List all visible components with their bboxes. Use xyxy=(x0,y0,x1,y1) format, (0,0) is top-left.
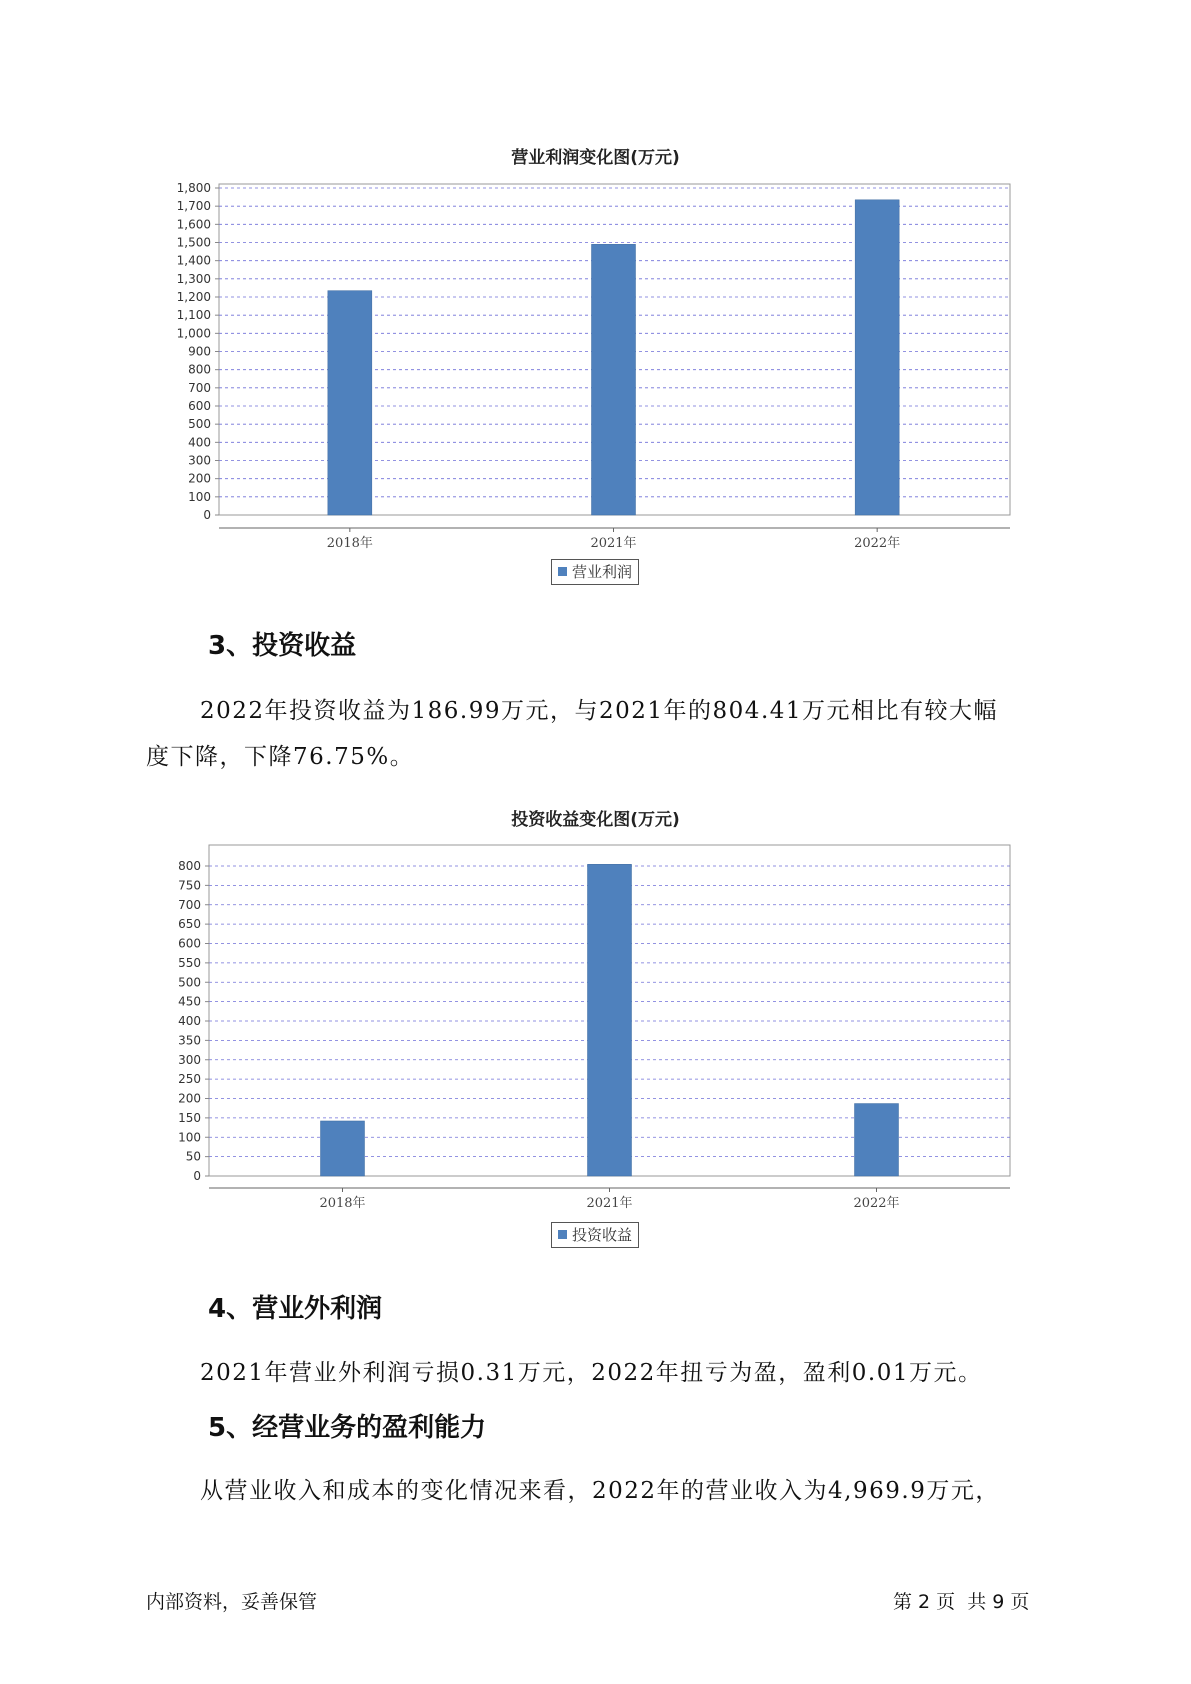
y-tick-label: 550 xyxy=(178,955,201,970)
y-tick-label: 1,200 xyxy=(176,290,211,304)
bar-2021年 xyxy=(592,244,636,515)
chart1-legend xyxy=(551,559,639,585)
y-tick-label: 300 xyxy=(178,1052,201,1067)
y-tick-label: 250 xyxy=(178,1072,201,1087)
bar-2022年 xyxy=(855,200,899,515)
x-tick-label: 2021年 xyxy=(590,536,637,551)
y-tick-label: 450 xyxy=(178,994,201,1009)
chart1-legend-label: 营业利润 xyxy=(572,563,633,581)
chart1-operating-profit xyxy=(0,160,1191,560)
y-tick-label: 50 xyxy=(185,1149,201,1164)
x-tick-label: 2022年 xyxy=(853,1196,900,1211)
y-tick-label: 100 xyxy=(188,489,211,504)
y-tick-label: 700 xyxy=(188,380,211,395)
section4-text-line1: 2021年营业外利润亏损0.31万元，2022年扭亏为盈，盈利0.01万元。 xyxy=(200,1360,983,1386)
chart2-legend-label: 投资收益 xyxy=(572,1226,633,1244)
y-tick-label: 650 xyxy=(178,917,201,932)
section5-text-line1: 从营业收入和成本的变化情况来看，2022年的营业收入为4,969.9万元， xyxy=(200,1478,1000,1504)
y-tick-label: 200 xyxy=(188,471,211,486)
y-tick-label: 150 xyxy=(178,1110,201,1125)
bar-2022年 xyxy=(855,1104,899,1176)
y-tick-label: 200 xyxy=(178,1091,201,1106)
footer-page-number: 第 2 页 共 9 页 xyxy=(893,1591,1030,1613)
bar-2021年 xyxy=(588,864,632,1176)
y-tick-label: 700 xyxy=(178,897,201,912)
y-tick-label: 400 xyxy=(178,1014,201,1028)
y-tick-label: 1,700 xyxy=(176,199,211,214)
y-tick-label: 0 xyxy=(203,508,211,522)
y-tick-label: 1,600 xyxy=(176,217,211,232)
y-tick-label: 100 xyxy=(178,1130,201,1145)
x-tick-label: 2018年 xyxy=(326,536,373,551)
y-tick-label: 1,500 xyxy=(176,235,211,250)
y-tick-label: 400 xyxy=(188,435,211,450)
y-tick-label: 800 xyxy=(188,362,211,377)
y-tick-label: 1,400 xyxy=(176,253,211,268)
y-tick-label: 1,100 xyxy=(176,308,211,323)
chart2-title: 投资收益变化图(万元) xyxy=(511,810,680,830)
section3-heading: 3、投资收益 xyxy=(208,631,357,661)
chart2-investment-income xyxy=(0,830,1191,1230)
y-tick-label: 600 xyxy=(188,399,211,413)
section3-text-line1: 2022年投资收益为186.99万元，与2021年的804.41万元相比有较大幅 xyxy=(200,698,999,724)
legend-swatch xyxy=(558,567,567,576)
y-tick-label: 1,800 xyxy=(176,181,211,195)
section3-text-line2: 度下降，下降76.75%。 xyxy=(146,744,415,770)
chart1-title: 营业利润变化图(万元) xyxy=(511,148,680,168)
footer-confidential-note: 内部资料，妥善保管 xyxy=(146,1591,318,1613)
y-tick-label: 500 xyxy=(178,975,201,990)
bar-2018年 xyxy=(321,1121,365,1176)
y-tick-label: 350 xyxy=(178,1033,201,1048)
x-tick-label: 2018年 xyxy=(319,1196,366,1211)
legend-swatch xyxy=(558,1230,567,1239)
y-tick-label: 300 xyxy=(188,453,211,468)
y-tick-label: 0 xyxy=(193,1169,201,1183)
y-tick-label: 1,000 xyxy=(176,326,211,341)
y-tick-label: 750 xyxy=(178,878,201,893)
section5-heading: 5、经营业务的盈利能力 xyxy=(208,1413,487,1443)
y-tick-label: 800 xyxy=(178,859,201,873)
chart2-legend xyxy=(551,1222,639,1248)
y-tick-label: 1,300 xyxy=(176,271,211,286)
section4-heading: 4、营业外利润 xyxy=(208,1294,383,1324)
bar-2018年 xyxy=(328,291,372,515)
y-tick-label: 600 xyxy=(178,936,201,951)
x-tick-label: 2021年 xyxy=(586,1196,633,1211)
y-tick-label: 900 xyxy=(188,344,211,359)
y-tick-label: 500 xyxy=(188,417,211,432)
x-tick-label: 2022年 xyxy=(854,536,901,551)
